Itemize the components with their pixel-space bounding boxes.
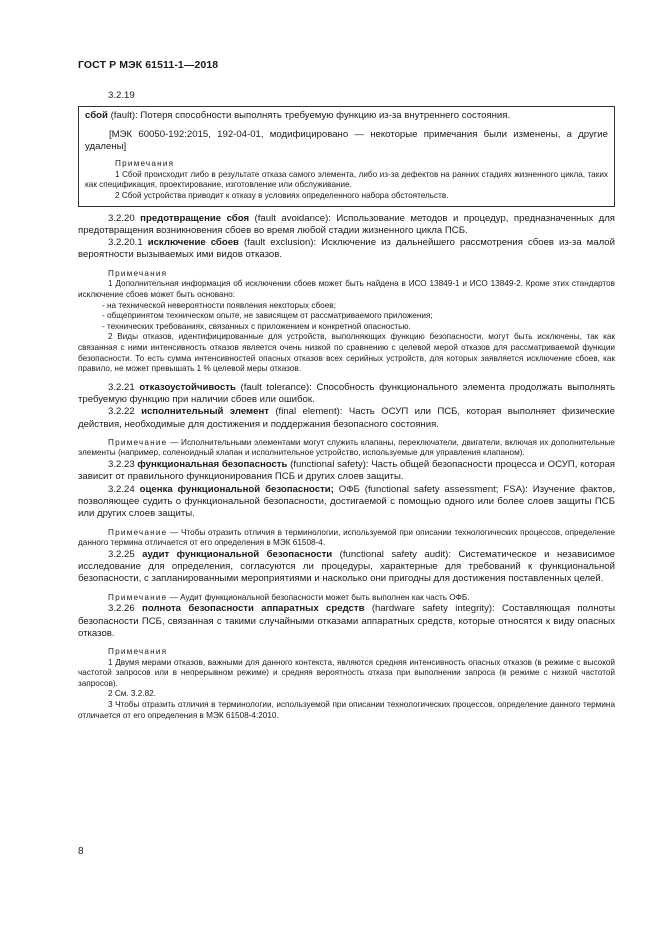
clause-number: 3.2.23	[108, 459, 135, 471]
clause-3-2-19-source: [МЭК 60050-192:2015, 192-04-01, модифицировано — некоторые примечания были изменены, а другие удалены]	[85, 128, 608, 152]
clause-3-2-24	[78, 484, 615, 521]
definition-text: (fault tolerance): Способность функционального элемента продолжать выполнять требуемую функцию при наличии сбоев или ошибок.	[78, 381, 615, 405]
clause-3-2-26-notes	[78, 647, 615, 721]
clause-3-2-20	[78, 213, 615, 238]
definition-text: (fault avoidance): Использование методов и процедур, предназначенных для предотвращения возникновения сбоев во время любой стадии жизненного цикла ПСБ.	[78, 212, 615, 236]
note-2: 2 Виды отказов, идентифицированные для устройств, выполняющих функцию безопасности, могут быть исключены, так как связанная с ними интенсивность отказов является очень низкой по сравнению с целевой мерой отказов для рассматриваемой функции безопасности. То есть сумма интенсивностей опасных отказов всех серийных устройств, для которых заявляется исключение сбоев, как правило, не может превышать 1 % целевой меры отказов.	[78, 332, 615, 374]
note-label: Примечание	[108, 437, 168, 447]
term: аудит функциональной безопасности	[142, 548, 333, 560]
notes-title: Примечания	[108, 268, 168, 278]
clause-3-2-20-1	[78, 237, 615, 262]
definition-text: ОФБ (functional safety assessment; FSA): Изучение фактов, позволяющее судить о функциональной безопасности, достигаемой с помощью одного или более слоев защиты ПСБ или других слоев защиты.	[78, 483, 615, 520]
clause-number-3-2-19: 3.2.19	[108, 90, 135, 101]
note-3: 3 Чтобы отразить отличия в терминологии, используемой при описании технологических процессов, определение данного термина отличается от его определения в МЭК 61508-4:2010.	[78, 700, 615, 720]
clause-3-2-21	[78, 382, 615, 407]
clause-3-2-25	[78, 549, 615, 586]
note-1: 1 Двумя мерами отказов, важными для данного контекста, являются средняя интенсивность опасных отказов (в режиме с высокой частотой запросов или в непрерывном режиме) и средняя вероятность отказа при выполнении запроса (в режиме с низкой частотой запросов).	[78, 657, 615, 688]
document-header: ГОСТ Р МЭК 61511-1—2018	[78, 59, 219, 71]
note-text: — Аудит функциональной безопасности может быть выполнен как часть ОФБ.	[167, 592, 470, 602]
clause-3-2-22	[78, 406, 615, 431]
clause-number: 3.2.20	[108, 212, 135, 224]
clause-number: 3.2.26	[108, 603, 135, 615]
note-dash-item: - технических требованиях, связанных с приложением и конкретной опасностью.	[102, 321, 411, 331]
note-label: Примечание	[108, 527, 168, 537]
note-1: 1 Сбой происходит либо в результате отказа самого элемента, либо из-за дефектов на ранних стадиях жизненного цикла, таких как спецификация, проектирование, изготовление или обслуживание.	[85, 169, 608, 190]
note-1: 1 Дополнительная информация об исключении сбоев может быть найдена в ИСО 13849-1 и ИСО 13849-2. Кроме этих стандартов исключение сбоев может быть основано:	[78, 279, 615, 299]
clause-3-2-20-1-notes	[78, 269, 615, 375]
clause-3-2-26	[78, 603, 615, 640]
note-dash-item: - на технической невероятности появления некоторых сбоев;	[102, 300, 336, 310]
term: исполнительный элемент	[141, 406, 269, 418]
page-number: 8	[78, 846, 84, 857]
note-label: Примечание	[108, 592, 168, 602]
note-text: — Исполнительными элементами могут служить клапаны, переключатели, двигатели, включая их дополнительные элементы (например, соленоидный клапан и исполнительное устройство, используемые для управления клапаном).	[78, 437, 615, 458]
clause-3-2-24-note	[78, 528, 615, 549]
clause-3-2-23	[78, 459, 615, 484]
notes-title: Примечания	[108, 647, 168, 657]
definition-text: (functional safety): Часть общей безопасности процесса и ОСУП, которая зависит от правильного функционирования ПСБ и других слоев защиты.	[78, 459, 615, 483]
definition-text: (hardware safety integrity): Составляющая полноты безопасности ПСБ, связанная с такими случайными отказами аппаратных средств, которые относятся к виду опасных отказов.	[78, 603, 615, 639]
clause-3-2-19-definition	[85, 110, 608, 122]
term: функциональная безопасность	[137, 459, 288, 471]
clause-number: 3.2.24	[108, 483, 135, 495]
notes-title: Примечания	[115, 159, 175, 169]
term: исключение сбоев	[147, 237, 239, 249]
note-dash-item: - общепринятом техническом опыте, не зависящем от рассматриваемого приложения;	[102, 311, 433, 321]
clause-number: 3.2.25	[108, 548, 135, 560]
clause-3-2-25-note	[78, 593, 615, 604]
note-2: 2 Сбой устройства приводит к отказу в условиях определенного набора обстоятельств.	[115, 190, 449, 200]
clause-number: 3.2.21	[108, 381, 135, 393]
note-text: — Чтобы отразить отличия в терминологии, используемой при описании технологических процессов, определение данного термина отличается от его определения в МЭК 61508-4.	[78, 527, 615, 548]
note-2: 2 См. 3.2.82.	[108, 689, 156, 699]
clause-number: 3.2.22	[108, 406, 135, 418]
term: полнота безопасности аппаратных средств	[142, 603, 365, 615]
definition-text: (fault): Потеря способности выполнять требуемую функцию из-за внутреннего состояния.	[107, 110, 511, 122]
term: отказоустойчивость	[139, 381, 236, 393]
term: сбой	[85, 110, 108, 122]
clause-3-2-19-box	[78, 106, 615, 206]
clause-number: 3.2.20.1	[108, 237, 143, 249]
term: оценка функциональной безопасности;	[139, 483, 334, 495]
document-body	[78, 90, 615, 721]
clause-3-2-22-note	[78, 438, 615, 459]
definition-text: (fault exclusion): Исключение из дальнейшего рассмотрения сбоев из-за малой вероятности вызываемых ими видов отказов.	[78, 237, 616, 261]
definition-text: (final element): Часть ОСУП или ПСБ, которая выполняет физические действия, необходимые для достижения и поддержания безопасного состояния.	[78, 406, 615, 430]
term: предотвращение сбоя	[140, 212, 250, 224]
definition-text: (functional safety audit): Систематическое и независимое исследование для определения, согласуются ли процедуры, характерные для требований к функциональной безопасности, с запланированными мероприятиями и насколько они пригодны для достижения поставленных целей.	[78, 548, 615, 585]
